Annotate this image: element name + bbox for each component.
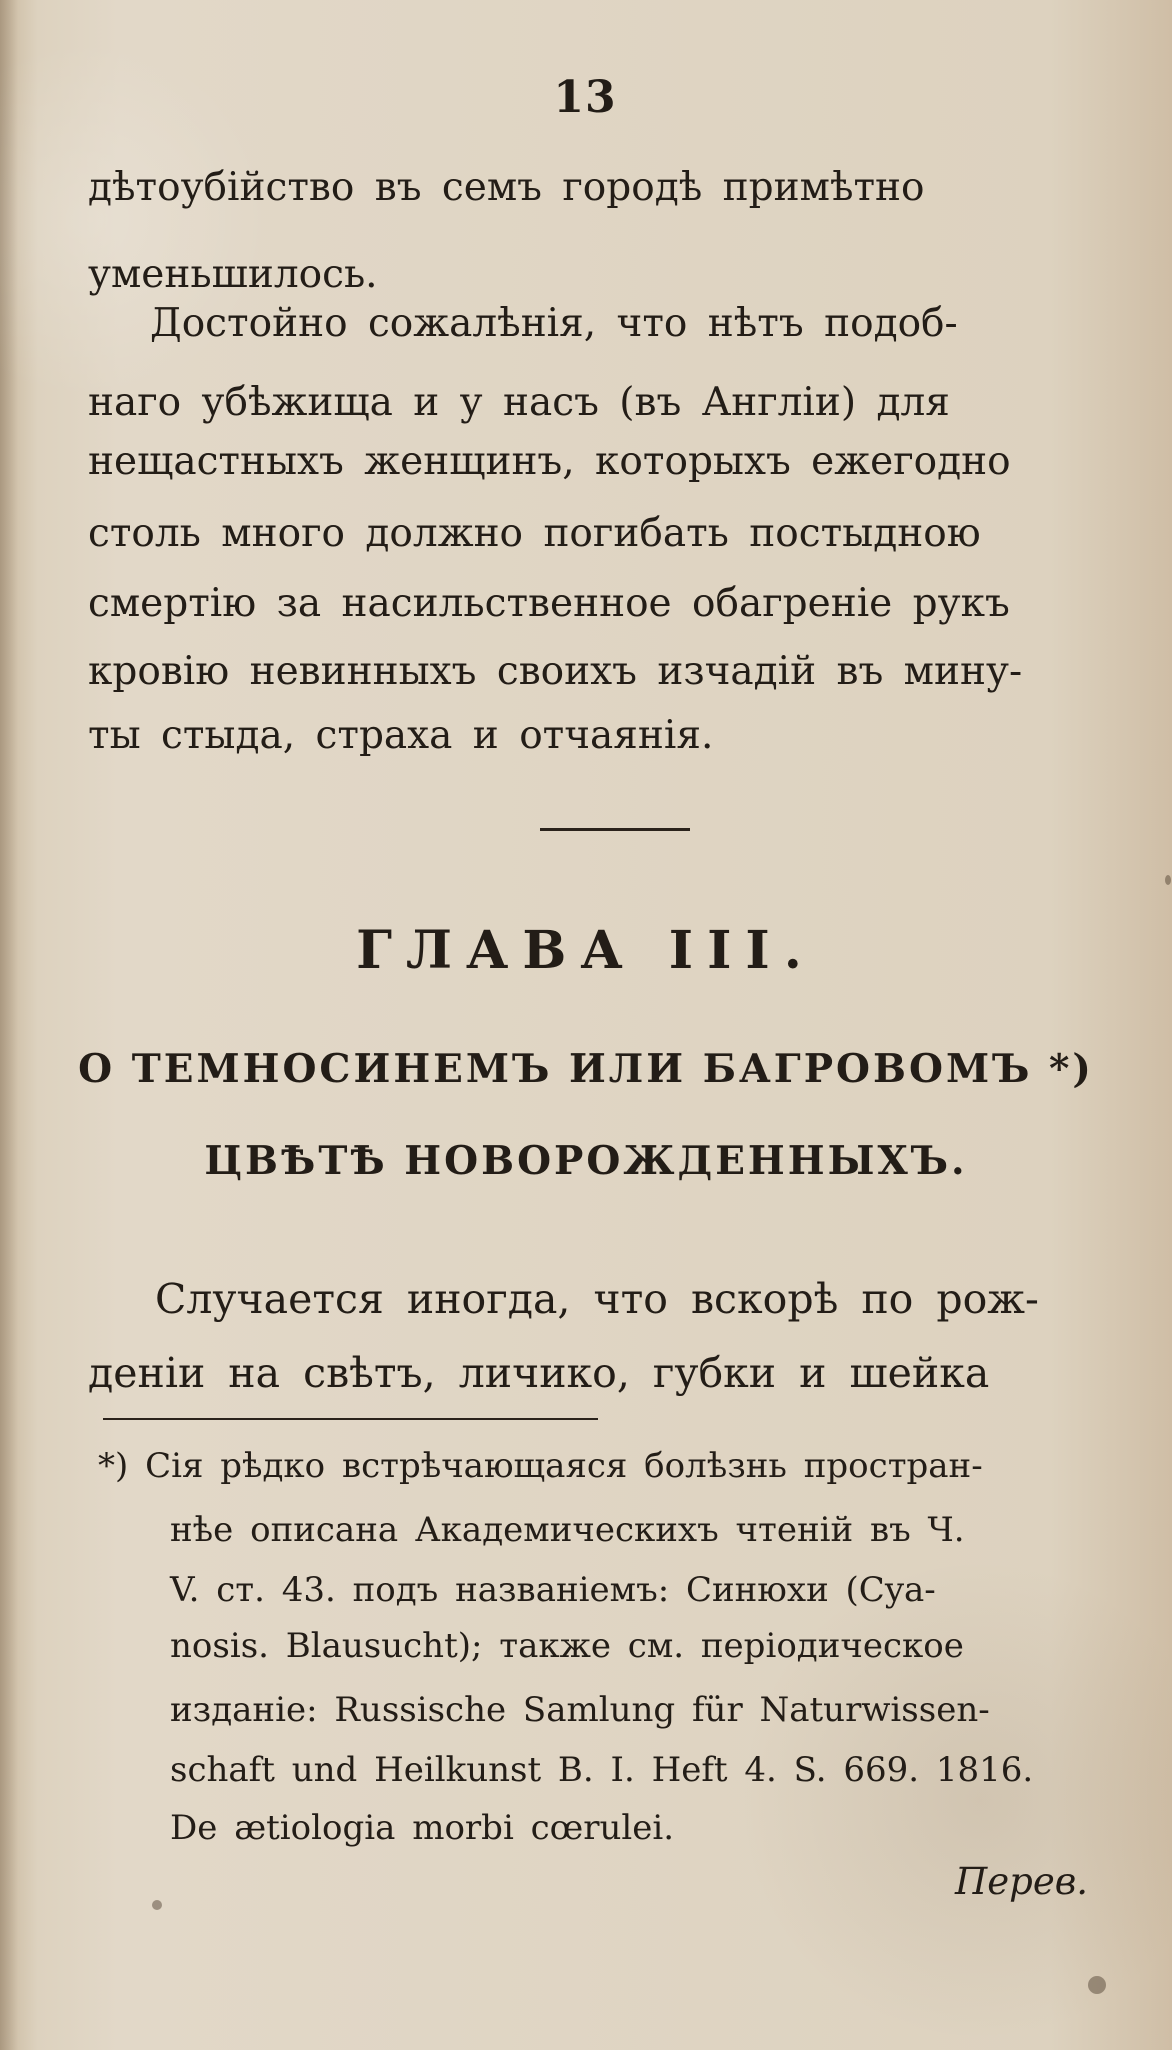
footnote-line-7: De ætiologia morbi cœrulei. [170, 1808, 675, 1848]
text-line-6: столь много должно погибать постыдною [88, 511, 981, 556]
chapter-subtitle-line-2: ЦВѢТѢ НОВОРОЖДЕННЫХЪ. [204, 1138, 968, 1184]
text-line-8: кровію невинныхъ своихъ изчадій въ мину- [88, 649, 1023, 694]
text-line-5: нещастныхъ женщинъ, которыхъ ежегодно [88, 439, 1011, 484]
text-line-7: смертію за насильственное обагреніе рукъ [88, 581, 1010, 626]
footnote-rule [103, 1418, 598, 1420]
footnote-line-4: nosis. Blausucht); также см. періодическое [170, 1626, 964, 1666]
text-line-3: Достойно сожалѣнія, что нѣтъ подоб- [150, 301, 958, 346]
page-edge-shadow [0, 0, 18, 2050]
text-line-1: дѣтоубійство въ семъ городѣ примѣтно [88, 165, 925, 210]
text-line-2: уменьшилось. [88, 252, 378, 297]
footnote-line-6: schaft und Heilkunst B. I. Heft 4. S. 669. 1816. [170, 1750, 1034, 1790]
translator-signature: Перев. [955, 1860, 1089, 1903]
page-speck [1165, 875, 1171, 885]
footnote-line-2: нѣе описана Академическихъ чтеній въ Ч. [170, 1510, 965, 1550]
page-number: 13 [553, 72, 617, 123]
page-speck [1088, 1976, 1106, 1994]
body-line-1: Случается иногда, что вскорѣ по рож- [155, 1275, 1039, 1323]
page-speck [152, 1900, 162, 1910]
text-line-9: ты стыда, страха и отчаянія. [88, 713, 714, 758]
body-line-2: деніи на свѣтъ, личико, губки и шейка [88, 1349, 990, 1397]
text-line-4: наго убѣжища и у насъ (въ Англіи) для [88, 380, 950, 425]
footnote-line-1: *) Сія рѣдко встрѣчающаяся болѣзнь простран- [98, 1446, 983, 1486]
section-divider [540, 828, 690, 831]
chapter-subtitle-line-1: О ТЕМНОСИНЕМЪ ИЛИ БАГРОВОМЪ *) [78, 1046, 1094, 1092]
chapter-heading: ГЛАВА III. [356, 920, 816, 981]
footnote-line-5: изданіе: Russische Samlung für Naturwissen- [170, 1690, 990, 1730]
footnote-line-3: V. ст. 43. подъ названіемъ: Синюхи (Cya- [170, 1570, 936, 1610]
